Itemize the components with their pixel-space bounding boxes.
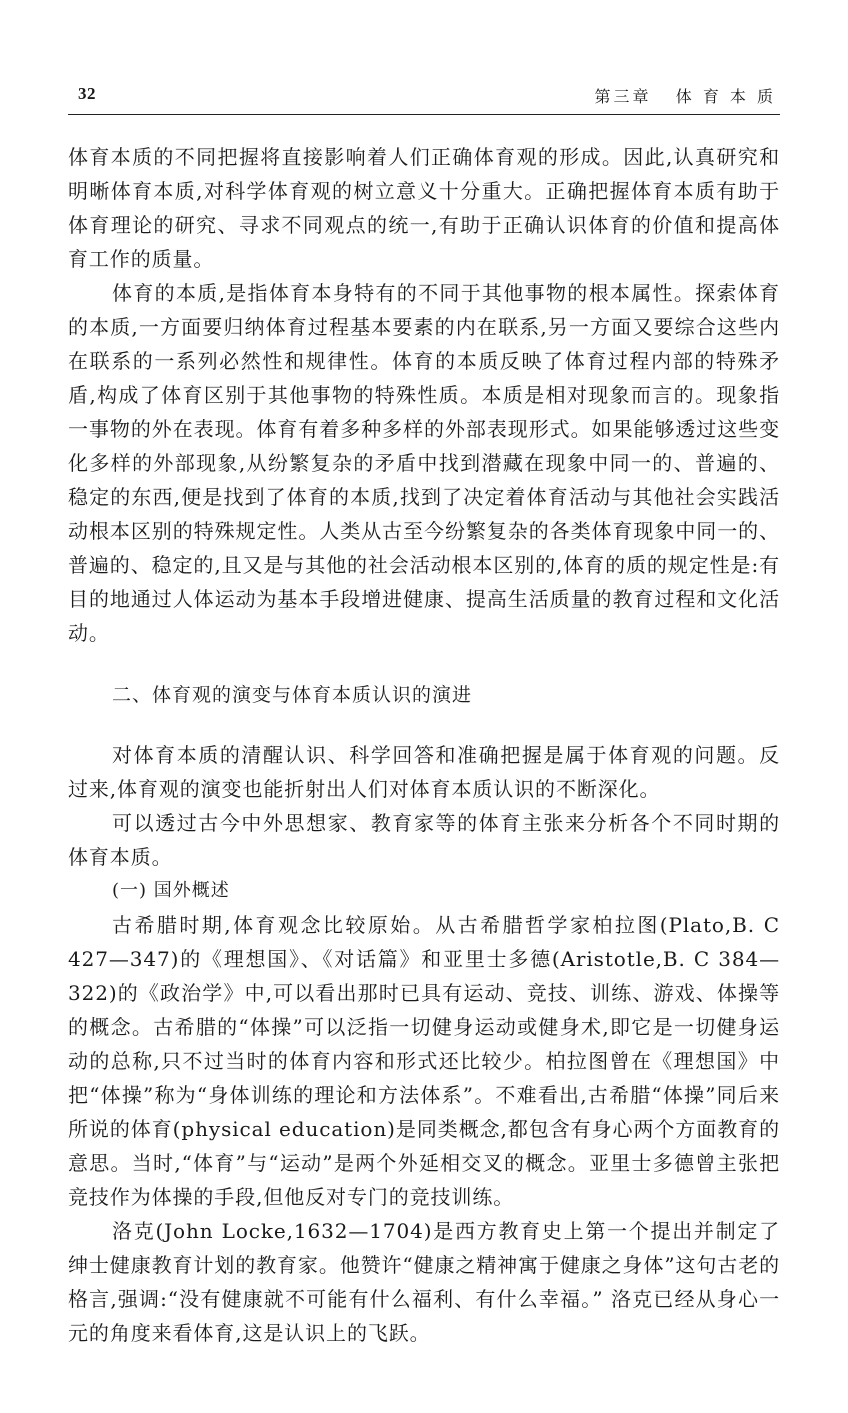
page-header (68, 84, 780, 115)
paragraph-ancient-greece: 古希腊时期,体育观念比较原始。从古希腊哲学家柏拉图(Plato,B. C 427—347)的《理想国》、《对话篇》和亚里士多德(Aristotle,B. C 384—322)的《政治学》中,可以看出那时已具有运动、竞技、训练、游戏、体操等的概念。古希腊的“体操”可以泛指一切健身运动或健身术,即它是一切健身运动的总称,只不过当时的体育内容和形式还比较少。柏拉图曾在《理想国》中把“体操”称为“身体训练的理论和方法体系”。不难看出,古希腊“体操”同后来所说的体育(physical education)是同类概念,都包含有身心两个方面教育的意思。当时,“体育”与“运动”是两个外延相交叉的概念。亚里士多德曾主张把竞技作为体操的手段,但他反对专门的竞技训练。 (68, 913, 780, 1209)
paragraph-intro: 体育本质的不同把握将直接影响着人们正确体育观的形成。因此,认真研究和明晰体育本质,对科学体育观的树立意义十分重大。正确把握体育本质有助于体育理论的研究、寻求不同观点的统一,有助于正确认识体育的价值和提高体育工作的质量。 (68, 145, 780, 271)
subsection-heading: (一) 国外概述 (112, 880, 230, 901)
page-body (68, 140, 780, 1350)
paragraph-john-locke: 洛克(John Locke,1632—1704)是西方教育史上第一个提出并制定了绅士健康教育计划的教育家。他赞许“健康之精神寓于健康之身体”这句古老的格言,强调:“没有健康就不可能有什么福利、有什么幸福。” 洛克已经从身心一元的角度来看体育,这是认识上的飞跃。 (68, 1219, 780, 1345)
paragraph-sports-view: 对体育本质的清醒认识、科学回答和准确把握是属于体育观的问题。反过来,体育观的演变也能折射出人们对体育本质认识的不断深化。 (68, 743, 780, 801)
page-number: 32 (78, 84, 96, 103)
running-head-chapter-title: 第三章 体 育 本 质 (594, 87, 776, 106)
paragraph-essence-definition: 体育的本质,是指体育本身特有的不同于其他事物的根本属性。探索体育的本质,一方面要归纳体育过程基本要素的内在联系,另一方面又要综合这些内在联系的一系列必然性和规律性。体育的本质反映了体育过程内部的特殊矛盾,构成了体育区别于其他事物的特殊性质。本质是相对现象而言的。现象指一事物的外在表现。体育有着多种多样的外部表现形式。如果能够透过这些变化多样的外部现象,从纷繁复杂的矛盾中找到潜藏在现象中同一的、普遍的、稳定的东西,便是找到了体育的本质,找到了决定着体育活动与其他社会实践活动根本区别的特殊规定性。人类从古至今纷繁复杂的各类体育现象中同一的、普遍的、稳定的,且又是与其他的社会活动根本区别的,体育的质的规定性是:有目的地通过人体运动为基本手段增进健康、提高生活质量的教育过程和文化活动。 (68, 281, 780, 645)
section-heading: 二、体育观的演变与体育本质认识的演进 (112, 684, 473, 706)
paragraph-analysis-approach: 可以透过古今中外思想家、教育家等的体育主张来分析各个不同时期的体育本质。 (68, 811, 780, 869)
